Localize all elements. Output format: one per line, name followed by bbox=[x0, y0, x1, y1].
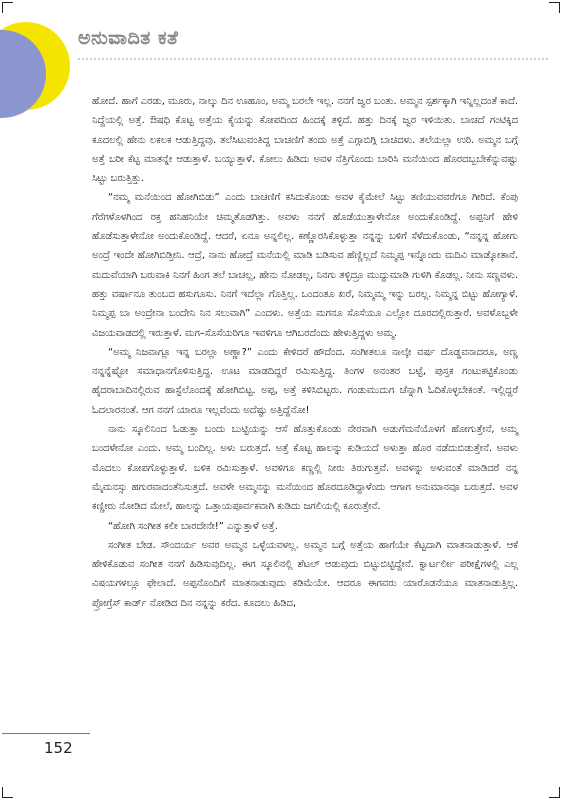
crop-mark-bottom-right bbox=[549, 787, 560, 798]
header-dotted-rule bbox=[78, 58, 548, 60]
crop-mark-bottom-left bbox=[2, 787, 13, 798]
page-number: 152 bbox=[44, 739, 73, 757]
paragraph: ನಾನು ಸ್ಕೂಲಿನಿಂದ ಓಡುತ್ತಾ ಬಂದು ಬುಟ್ಟಿಯನ್ನು ಆಸೆ ಹೊತ್ತುಕೊಂಡು ನೇರವಾಗಿ ಅಡುಗೆಮನೆಯೊಳಗೆ ಹೋಗುತ್ತೇನೆ, ಅಮ್ಮ ಬಂದಳೇನೋ ಎಂದು. ಅಮ್ಮ ಬಂದಿಲ್ಲ. ಅಳು ಬರುತ್ತದೆ. ಅತ್ತೆ ಕೊಟ್ಟ ಹಾಲನ್ನು ಕುಡಿಯದೆ ಅಳುತ್ತಾ ಹೊರ ನಡೆದುಬಿಡುತ್ತೇನೆ. ಅವಳು ಮೊದಲು ಕೋಪಗೊಳ್ಳುತ್ತಾಳೆ. ಬಳಿಕ ರಮಿಸುತ್ತಾಳೆ. ಅವಳಿಗೂ ಕಣ್ಣಲ್ಲಿ ನೀರು ತಿರುಗುತ್ತವೆ. ಅವಳನ್ನು ಅಳುವಂತೆ ಮಾಡಿದರೆ ನನ್ನ ಮೈಮನಸ್ಸು ಹಗುರವಾದಂತೆನಿಸುತ್ತದೆ. ಅವಳೇ ಅಮ್ಮನನ್ನು ಮನೆಯಿಂದ ಹೊರದೂಡಿದ್ದಾಳೆಂದು ಆಗಾಗ ಅನುಮಾನವೂ ಬರುತ್ತದೆ. ಅವಳ ಕಣ್ಣೀರು ನೋಡಿದ ಮೇಲೆ, ಹಾಲನ್ನು ಒತ್ತಾಯಪೂರ್ವಕವಾಗಿ ಕುಡಿದು ಜಗಲಿಯಲ್ಲಿ ಕೂರುತ್ತೇನೆ. bbox=[92, 424, 518, 513]
paragraph: “ಅಮ್ಮ ನಿಜವಾಗ್ಲೂ ಇನ್ನ ಬರಲ್ಲಾ ಅಣ್ಣಾ?” ಎಂದು ಕೇಳಿದರೆ ಹೌದೆಂದ. ಸಂಗೀತಲೂ ನಾಲ್ಕೇ ವರ್ಷ ದೊಡ್ಡವನಾದರೂ, ಅಣ್ಣ ನನ್ನನ್ನೆಷ್ಟೋ ಸಮಾಧಾನಗೊಳಿಸುತ್ತಿದ್ದ. ಊಟ ಮಾಡದಿದ್ದರೆ ರಮಿಸುತ್ತಿದ್ದ. ತಿಂಗಳ ಅನಂತರ ಬಟ್ಟೆ, ಪುಸ್ತಕ ಗಂಟುಕಟ್ಟಿಕೊಂಡು ಹೈದರಾಬಾದಿನಲ್ಲಿರುವ ಹಾಸ್ಟೆಲೊಂದಕ್ಕೆ ಹೋಗಿಬಿಟ್ಟ. ಅಪ್ಪ, ಅತ್ತೆ ಕಳಿಸಿಬಿಟ್ಟರು. ಗಂಡುಮುದುಗ ಚೆನ್ನಾಗಿ ಓದಿಕೊಳ್ಳಬೇಕಂತೆ. ಇಲ್ಲಿದ್ದರೆ ಓದಲಾರನಂತೆ. ಆಗ ನನಗೆ ಯಾರೂ ಇಲ್ಲವೆಂದು ಅದೆಷ್ಟು ಅತ್ತಿದ್ದೆನೋ! bbox=[92, 346, 518, 416]
paragraph: ಹೋದೆ. ಹಾಗೆ ಎರಡು, ಮೂರು, ನಾಲ್ಕು ದಿನ ಊಹೂಂ, ಅಮ್ಮ ಬರಲೇ ಇಲ್ಲ. ನನಗೆ ಜ್ವರ ಬಂತು. ಅಮ್ಮನ ಸ್ಪರ್ಶಕ್ಕಾಗಿ ಇನ್ನಿಲ್ಲದಂತೆ ಕಾದೆ. ನಿದ್ದೆಯಲ್ಲಿ ಅತ್ತೆ. ಔಷಧಿ ಕೊಟ್ಟ ಅತ್ತೆಯ ಕೈಯನ್ನು ಕೋಪದಿಂದ ಹಿಂದಕ್ಕೆ ತಳ್ಳಿದೆ. ಹತ್ತು ದಿನಕ್ಕೆ ಜ್ವರ ಇಳಿಯಿತು. ಬಾಚದೆ ಗಂಟಿಕ್ಕಿದ ಕೂದಲಲ್ಲಿ ಹೇನು ಲಕಲಕ ಆಡುತ್ತಿದ್ದವು. ತಲೆಸಿಟುವಂತಿದ್ದ ಬಾಚಣಿಗೆ ತಂದು ಅತ್ತೆ ಎಗ್ಗಾಬಿಗ್ಗಿ ಬಾಚಿದಳು. ತಲೆಯಲ್ಲಾ ಉರಿ. ಅಮ್ಮನ ಬಗ್ಗೆ ಅತ್ತೆ ಬರೀ ಕೆಟ್ಟ ಮಾತನ್ನೇ ಆಡುತ್ತಾಳೆ. ಬಯ್ಯುತ್ತಾಳೆ. ಕೋಲು ಹಿಡಿದು ಅವಳ ನೆತ್ತಿಗೊಂದು ಬಾರಿಸಿ ಮನೆಯಿಂದ ಹೊರದಬ್ಬಬೇಕೆನ್ನುವಷ್ಟು ಸಿಟ್ಟು ಬರುತ್ತಿತ್ತು. bbox=[92, 96, 518, 185]
story-body bbox=[92, 92, 518, 613]
paragraph: “ನಮ್ಮ ಮನೆಯಿಂದ ಹೋಗಿಬಿಡು” ಎಂದು ಬಾಚಣಿಗೆ ಕಸಿದುಕೊಂಡು ಅವಳ ಕೈಮೇಲೆ ಸಿಟ್ಟು ತಣಿಯುವವರೆಗೂ ಗೀರಿದೆ. ಕೆಂಪು ಗೆರೆಗಳೊಳಗಿಂದ ರಕ್ತ ಹನಿಹನಿಯೇ ಚಿಮ್ಮತೊಡಗಿತ್ತು. ಅವಳು ನನಗೆ ಹೊಡೆಯುತ್ತಾಳೇನೋ ಅಂದುಕೊಂಡಿದ್ದೆ. ಅಪ್ಪನಿಗೆ ಹೇಳಿ ಹೊಡೆಸುತ್ತಾಳೇನೋ ಅಂದುಕೊಂಡಿದ್ದೆ. ಆದರೆ, ಏನೂ ಅನ್ನಲಿಲ್ಲ. ಕಣ್ಣೊರಸಿಕೊಳ್ಳುತ್ತಾ ನನ್ನನ್ನು ಬಳಿಗೆ ಸೆಳೆದುಕೊಂಡು, “ನನ್ನನ್ನ ಹೋಗು ಅಂದ್ರೆ ಇಂದೇ ಹೋಗಿಬಿಡ್ತೀನಿ. ಆದ್ರೆ, ನಾನು ಹೋದ್ರೆ ಮನೆಯಲ್ಲಿ ಮಾಡಿ ಬಡಿಸುವ ಹೆಣ್ಣಿಲ್ಲದೆ ನಿಮ್ಮಪ್ಪ ಇನ್ನೊಂದು ಮದಿವಿ ಮಾಡ್ಕೋತಾನೆ. ಮದುವೆಯಾಗಿ ಬರುವಾಕಿ ನಿನಗೆ ಹಿಂಗ ತಲೆ ಬಾಚಲ್ಲ, ಹೇನು ನೋಡಲ್ಲ, ನಿನಗು ತಳ್ಳಿದ್ರೂ ಮುದ್ದುಮಾಡಿ ಗುಳಿಗಿ ಕೊಡಲ್ಲ. ನೀನು ಸಣ್ಣವಳು. ಹತ್ತು ವರ್ಷಾನೂ ತುಂಬದ ಹಸುಗೂಸು. ನಿನಗೆ ಇದೆಲ್ಲಾ ಗೊತ್ತಿಲ್ಲ. ಒಂದಂತೂ ಖರೆ, ನಿಮ್ಮಮ್ಮ ಇನ್ನು ಬರಲ್ಲ. ನಿಮ್ಮನ್ನ ಬಿಟ್ಟು ಹೋಗ್ಯಾಳೆ. ನಿಮ್ಮಪ್ಪ ಬಾ ಅಂದ್ರೇನಾ ಬಂದೇನಿ ನಿನ ಸಲುವಾಗಿ” ಎಂದಳು. ಅತ್ತೆಯ ಮಗನೂ ಸೊಸೆಯೂ ಎಲ್ಲೋ ದೂರದಲ್ಲಿರುತ್ತಾರೆ. ಅವಳೊಬ್ಬಳೇ ವಿಜಯವಾಡದಲ್ಲಿ ಇರುತ್ತಾಳೆ. ಮಗ–ಸೊಸೆಯರಿಗೂ ಇವಳಿಗೂ ಆಗಿಬರದೆಂದು ಹೇಳುತ್ತಿದ್ದಳು ಅಮ್ಮ. bbox=[92, 192, 518, 339]
crop-mark-top-right bbox=[549, 2, 560, 13]
paragraph: ಸಂಗೀತ ಬೇಡ. ಸೌಂದರ್ಯ ಅವರ ಅಮ್ಮನ ಒಳ್ಳೆಯವಳಲ್ಲ. ಅಮ್ಮನ ಬಗ್ಗೆ ಅತ್ತೆಯ ಹಾಗೆಯೇ ಕೆಟ್ಟದಾಗಿ ಮಾತನಾಡುತ್ತಾಳೆ. ಆಕೆ ಹೇಳಿಕೊಡುವ ಸಂಗೀತ ನನಗೆ ಹಿಡಿಸುವುದಿಲ್ಲ. ಈಗ ಸ್ಕೂಲಿನಲ್ಲಿ ಶೆಟಲ್ ಆಡುವುದು ಬಿಟ್ಟುಬಿಟ್ಟಿದ್ದೇನೆ. ಕ್ವಾರ್ಟರ್ಲೀ ಪರೀಕ್ಷೆಗಳಲ್ಲಿ ಎಲ್ಲ ವಿಷಯಗಳಲ್ಲೂ ಫೇಲಾದೆ. ಅಪ್ಪನೊಂದಿಗೆ ಮಾತನಾಡುವುದು ಕಡಿಮೆಯೇ. ಆದರೂ ಈಗವರು ಯಾರೊಡನೆಯೂ ಮಾತನಾಡುತ್ತಿಲ್ಲ. ಪ್ರೋಗ್ರೆಸ್ ಕಾರ್ಡ್ ನೋಡಿದ ದಿನ ನನ್ನನ್ನು ಕರೆದ. ಕೂದಲು ಹಿಡಿದ, bbox=[92, 539, 518, 609]
crop-mark-top-left bbox=[2, 2, 13, 13]
section-title: ಅನುವಾದಿತ ಕತೆ bbox=[78, 27, 179, 49]
paragraph: “ಹೋಗಿ ಸಂಗೀತ ಕಲೀ ಬಾರದೇನೇ!” ಎನ್ನುತ್ತಾಳೆ ಅತ್ತೆ. bbox=[108, 520, 278, 532]
page-number-rule bbox=[2, 733, 90, 734]
